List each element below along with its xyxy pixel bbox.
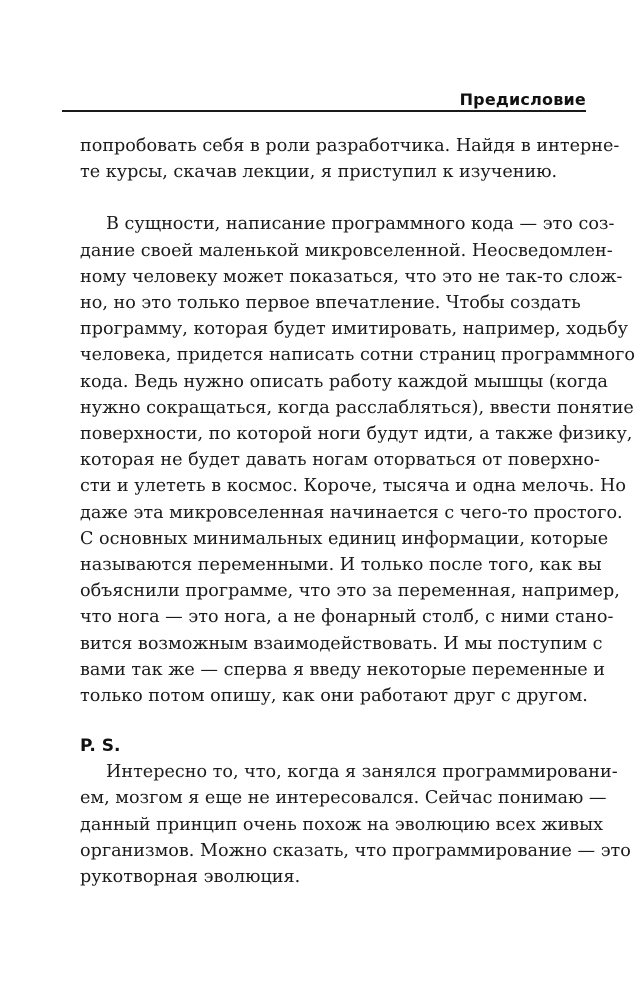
text-line: человека, придется написать сотни страниц программного (80, 345, 635, 366)
text-line: организмов. Можно сказать, что программирование — это (80, 840, 631, 861)
text-line: Интересно то, что, когда я занялся программировани- (106, 762, 618, 783)
ps-heading: P. S. (80, 736, 121, 757)
text-line: данный принцип очень похож на эволюцию всех живых (80, 814, 604, 835)
text-line: дание своей маленькой микровселенной. Неосведомлен- (80, 240, 613, 261)
text-line: рукотворная эволюция. (80, 867, 301, 888)
text-line: вами так же — сперва я введу некоторые переменные и (80, 659, 605, 680)
page-body (80, 133, 635, 890)
text-line: сти и улететь в космос. Короче, тысяча и одна мелочь. Но (80, 476, 626, 497)
text-line: кода. Ведь нужно описать работу каждой мышцы (когда (80, 371, 608, 392)
text-line: ем, мозгом я еще не интересовался. Сейчас понимаю — (80, 788, 607, 809)
text-line: программу, которая будет имитировать, например, ходьбу (80, 319, 629, 340)
text-line: те курсы, скачав лекции, я приступил к изучению. (80, 162, 558, 183)
text-line: что нога — это нога, а не фонарный столб, с ними стано- (80, 607, 614, 628)
text-line: С основных минимальных единиц информации, которые (80, 528, 609, 549)
text-line: только потом опишу, как они работают друг с другом. (80, 686, 588, 707)
paragraph-2 (80, 211, 635, 709)
text-line: даже эта микровселенная начинается с чего-то простого. (80, 502, 623, 523)
text-line: поверхности, по которой ноги будут идти, а также физику, (80, 424, 633, 445)
ps-section (80, 733, 631, 890)
text-line: которая не будет давать ногам оторваться от поверхно- (80, 450, 600, 471)
text-line: попробовать себя в роли разработчика. Найдя в интерне- (80, 136, 620, 156)
running-header (62, 84, 586, 112)
section-title: Предисловие (459, 90, 586, 109)
text-line: но, но это только первое впечатление. Чтобы создать (80, 293, 581, 314)
text-line: объяснили программе, что это за переменная, например, (80, 581, 620, 602)
text-line: вится возможным взаимодействовать. И мы поступим с (80, 633, 603, 654)
paragraph-1 (80, 133, 620, 185)
text-line: называются переменными. И только после того, как вы (80, 555, 602, 576)
text-line: В сущности, написание программного кода — это соз- (106, 214, 615, 235)
text-line: ному человеку может показаться, что это не так-то слож- (80, 266, 623, 287)
text-line: нужно сокращаться, когда расслабляться), ввести понятие (80, 397, 634, 418)
